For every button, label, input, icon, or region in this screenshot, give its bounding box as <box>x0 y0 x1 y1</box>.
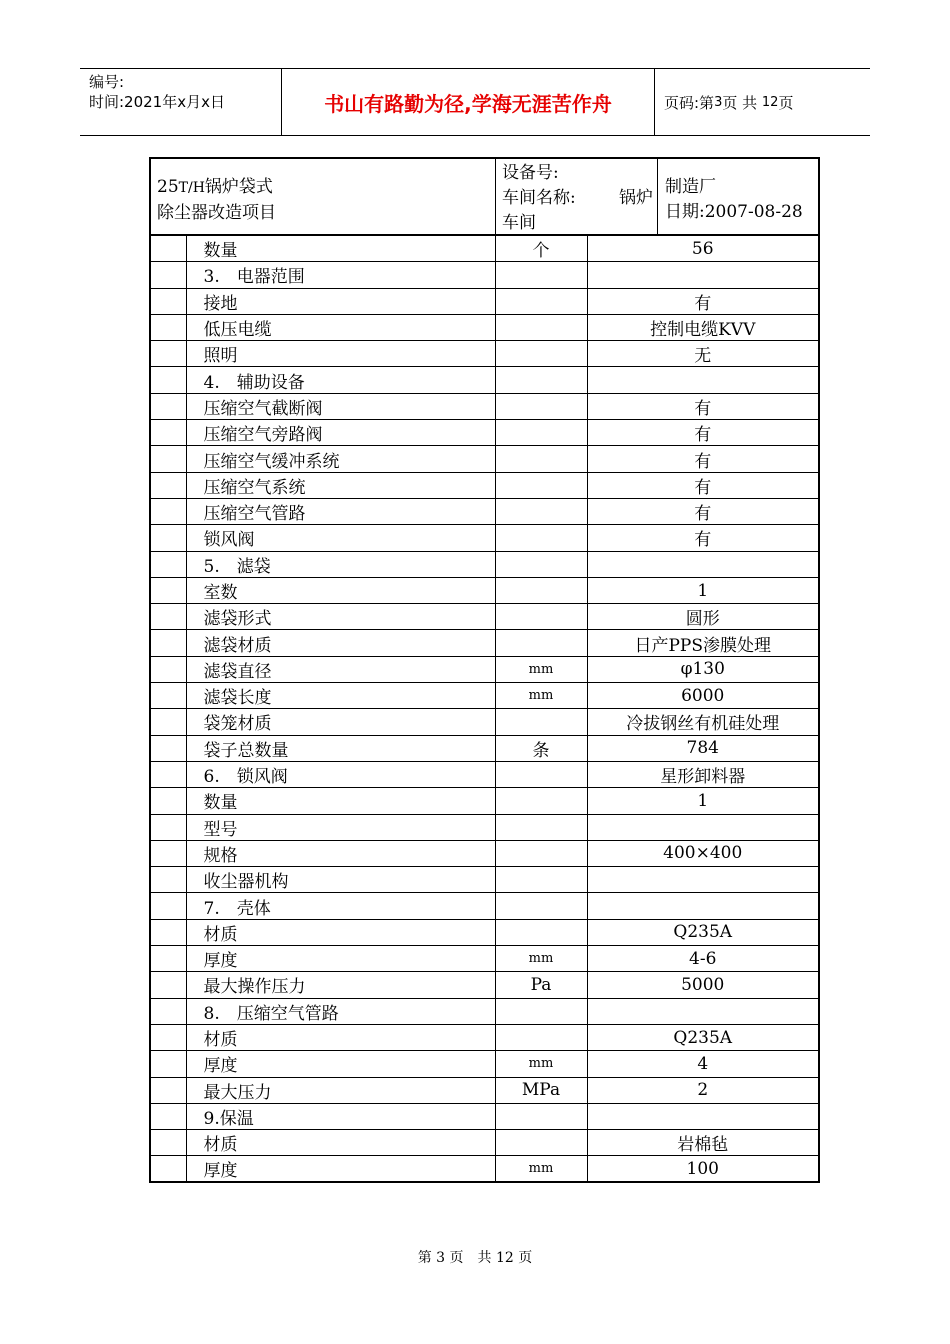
row-unit <box>495 1130 587 1156</box>
row-value <box>587 814 819 840</box>
row-unit <box>495 446 587 472</box>
row-value: 有 <box>587 393 819 419</box>
table-row <box>150 393 819 419</box>
row-item: 9.保温 <box>186 1103 495 1129</box>
table-row <box>150 1024 819 1050</box>
table-row <box>150 472 819 498</box>
row-indent-cell <box>150 472 186 498</box>
row-item: 收尘器机构 <box>186 867 495 893</box>
row-item: 材质 <box>186 1024 495 1050</box>
row-indent-cell <box>150 656 186 682</box>
page-suffix: 页 <box>778 93 794 112</box>
workshop-label: 车间名称: <box>502 188 576 208</box>
footer-suffix: 页 <box>518 1250 533 1266</box>
table-row <box>150 577 819 603</box>
row-unit: mm <box>495 946 587 972</box>
row-item: 低压电缆 <box>186 314 495 340</box>
row-unit <box>495 1024 587 1050</box>
row-value: 圆形 <box>587 604 819 630</box>
row-value: 有 <box>587 420 819 446</box>
table-row <box>150 604 819 630</box>
row-indent-cell <box>150 367 186 393</box>
row-value <box>587 998 819 1024</box>
header-meta <box>80 69 282 135</box>
table-row <box>150 446 819 472</box>
row-value: 有 <box>587 472 819 498</box>
page-total: 12 <box>761 94 779 110</box>
row-item: 照明 <box>186 341 495 367</box>
table-row <box>150 893 819 919</box>
row-unit <box>495 998 587 1024</box>
project-line-2: 除尘器改造项目 <box>157 203 276 223</box>
row-indent-cell <box>150 761 186 787</box>
header-page-info <box>655 69 870 135</box>
row-unit: mm <box>495 1051 587 1077</box>
manufacturer-label: 制造厂 <box>665 177 716 197</box>
row-indent-cell <box>150 262 186 288</box>
table-row <box>150 998 819 1024</box>
row-item: 材质 <box>186 1130 495 1156</box>
row-indent-cell <box>150 604 186 630</box>
project-unit: T/H <box>178 180 205 196</box>
project-name-cell <box>151 159 496 234</box>
date-label: 日期:2007-08-28 <box>665 202 803 222</box>
row-value: 2 <box>587 1077 819 1103</box>
row-unit <box>495 393 587 419</box>
page-number: 3 <box>714 94 723 110</box>
table-row <box>150 236 819 262</box>
row-value <box>587 262 819 288</box>
row-unit <box>495 420 587 446</box>
page-prefix: 页码:第 <box>664 93 715 112</box>
row-value <box>587 893 819 919</box>
table-row <box>150 288 819 314</box>
table-row <box>150 1130 819 1156</box>
table-row <box>150 498 819 524</box>
row-unit <box>495 288 587 314</box>
table-row <box>150 840 819 866</box>
row-indent-cell <box>150 840 186 866</box>
footer-prefix: 第 <box>417 1250 432 1266</box>
row-indent-cell <box>150 1103 186 1129</box>
spec-table-body <box>150 236 819 1183</box>
row-item: 厚度 <box>186 946 495 972</box>
row-indent-cell <box>150 1077 186 1103</box>
table-row <box>150 946 819 972</box>
row-unit <box>495 314 587 340</box>
row-value: 冷拔钢丝有机硅处理 <box>587 709 819 735</box>
row-unit: 条 <box>495 735 587 761</box>
row-item: 7. 壳体 <box>186 893 495 919</box>
row-value: 星形卸料器 <box>587 761 819 787</box>
workshop-value: 锅炉 <box>619 188 653 208</box>
row-value: Q235A <box>587 1024 819 1050</box>
row-item: 压缩空气系统 <box>186 472 495 498</box>
row-unit <box>495 919 587 945</box>
row-unit <box>495 604 587 630</box>
row-indent-cell <box>150 1130 186 1156</box>
page-mid: 页 共 <box>722 93 758 112</box>
row-indent-cell <box>150 341 186 367</box>
equipment-info-cell <box>496 159 658 234</box>
row-item: 压缩空气截断阀 <box>186 393 495 419</box>
row-indent-cell <box>150 498 186 524</box>
page-footer <box>0 1247 950 1267</box>
footer-mid: 页 共 <box>449 1250 492 1266</box>
row-item: 压缩空气管路 <box>186 498 495 524</box>
table-row <box>150 814 819 840</box>
table-row <box>150 314 819 340</box>
row-item: 最大压力 <box>186 1077 495 1103</box>
row-value: 有 <box>587 446 819 472</box>
table-row <box>150 656 819 682</box>
row-unit: Pa <box>495 972 587 998</box>
workshop-row <box>502 186 653 211</box>
row-item: 锁风阀 <box>186 525 495 551</box>
row-indent-cell <box>150 314 186 340</box>
table-row <box>150 919 819 945</box>
table-row <box>150 1103 819 1129</box>
row-value: 4-6 <box>587 946 819 972</box>
table-row <box>150 735 819 761</box>
footer-page-total: 12 <box>496 1250 514 1266</box>
table-row <box>150 709 819 735</box>
row-item: 滤袋形式 <box>186 604 495 630</box>
row-unit <box>495 867 587 893</box>
row-item: 最大操作压力 <box>186 972 495 998</box>
row-indent-cell <box>150 577 186 603</box>
row-unit <box>495 341 587 367</box>
row-value: 4 <box>587 1051 819 1077</box>
row-value: 有 <box>587 525 819 551</box>
project-capacity: 25 <box>157 177 179 197</box>
row-value: 无 <box>587 341 819 367</box>
row-unit <box>495 788 587 814</box>
table-row <box>150 341 819 367</box>
row-unit <box>495 814 587 840</box>
project-type: 锅炉袋式 <box>204 177 273 197</box>
row-item: 袋子总数量 <box>186 735 495 761</box>
table-row <box>150 972 819 998</box>
row-item: 数量 <box>186 788 495 814</box>
row-unit <box>495 367 587 393</box>
row-value: Q235A <box>587 919 819 945</box>
row-item: 3. 电器范围 <box>186 262 495 288</box>
row-item: 滤袋直径 <box>186 656 495 682</box>
row-item: 厚度 <box>186 1051 495 1077</box>
row-unit: mm <box>495 1156 587 1183</box>
row-unit <box>495 551 587 577</box>
row-indent-cell <box>150 709 186 735</box>
table-row <box>150 1051 819 1077</box>
row-indent-cell <box>150 1156 186 1183</box>
table-row <box>150 367 819 393</box>
table-row <box>150 761 819 787</box>
row-value <box>587 1103 819 1129</box>
row-indent-cell <box>150 788 186 814</box>
row-unit <box>495 1103 587 1129</box>
row-value: 784 <box>587 735 819 761</box>
row-value: 有 <box>587 288 819 314</box>
table-row <box>150 551 819 577</box>
row-unit: mm <box>495 656 587 682</box>
row-indent-cell <box>150 919 186 945</box>
row-unit: mm <box>495 683 587 709</box>
table-row <box>150 262 819 288</box>
row-item: 厚度 <box>186 1156 495 1183</box>
row-unit <box>495 525 587 551</box>
row-unit <box>495 630 587 656</box>
row-item: 滤袋长度 <box>186 683 495 709</box>
row-unit <box>495 709 587 735</box>
row-item: 6. 锁风阀 <box>186 761 495 787</box>
row-item: 压缩空气缓冲系统 <box>186 446 495 472</box>
row-item: 袋笼材质 <box>186 709 495 735</box>
page-header <box>80 68 870 136</box>
row-value: 1 <box>587 788 819 814</box>
row-value <box>587 867 819 893</box>
row-unit <box>495 893 587 919</box>
row-indent-cell <box>150 551 186 577</box>
workshop-value-cont: 车间 <box>502 213 536 233</box>
spec-table <box>149 235 820 1183</box>
row-indent-cell <box>150 630 186 656</box>
row-value: 日产PPS渗膜处理 <box>587 630 819 656</box>
row-value <box>587 551 819 577</box>
row-unit <box>495 761 587 787</box>
table-row <box>150 1077 819 1103</box>
header-motto: 书山有路勤为径,学海无涯苦作舟 <box>282 69 655 135</box>
table-row <box>150 420 819 446</box>
row-item: 4. 辅助设备 <box>186 367 495 393</box>
row-value: 100 <box>587 1156 819 1183</box>
row-indent-cell <box>150 683 186 709</box>
row-indent-cell <box>150 867 186 893</box>
equipment-no-label: 设备号: <box>502 163 559 183</box>
row-item: 材质 <box>186 919 495 945</box>
row-unit: MPa <box>495 1077 587 1103</box>
row-indent-cell <box>150 420 186 446</box>
row-indent-cell <box>150 946 186 972</box>
row-unit <box>495 577 587 603</box>
time-label: 时间:2021年x月x日 <box>89 93 225 111</box>
row-indent-cell <box>150 393 186 419</box>
manufacturer-cell <box>658 159 820 234</box>
row-unit: 个 <box>495 236 587 262</box>
table-row <box>150 630 819 656</box>
row-indent-cell <box>150 525 186 551</box>
row-value <box>587 367 819 393</box>
row-item: 规格 <box>186 840 495 866</box>
row-unit <box>495 262 587 288</box>
row-unit <box>495 472 587 498</box>
row-unit <box>495 498 587 524</box>
row-value: 56 <box>587 236 819 262</box>
row-value: 6000 <box>587 683 819 709</box>
row-indent-cell <box>150 1024 186 1050</box>
row-item: 5. 滤袋 <box>186 551 495 577</box>
row-indent-cell <box>150 446 186 472</box>
row-indent-cell <box>150 236 186 262</box>
row-value: 岩棉毡 <box>587 1130 819 1156</box>
row-item: 数量 <box>186 236 495 262</box>
table-row <box>150 867 819 893</box>
table-row <box>150 525 819 551</box>
row-value: 控制电缆KVV <box>587 314 819 340</box>
row-item: 滤袋材质 <box>186 630 495 656</box>
row-value: φ130 <box>587 656 819 682</box>
row-indent-cell <box>150 735 186 761</box>
table-row <box>150 683 819 709</box>
row-indent-cell <box>150 288 186 314</box>
row-indent-cell <box>150 893 186 919</box>
row-indent-cell <box>150 814 186 840</box>
row-item: 型号 <box>186 814 495 840</box>
row-value: 有 <box>587 498 819 524</box>
row-value: 400×400 <box>587 840 819 866</box>
title-block <box>149 157 820 235</box>
row-item: 室数 <box>186 577 495 603</box>
footer-page-number: 3 <box>436 1250 446 1266</box>
row-unit <box>495 840 587 866</box>
row-item: 8. 压缩空气管路 <box>186 998 495 1024</box>
table-row <box>150 788 819 814</box>
row-indent-cell <box>150 1051 186 1077</box>
row-indent-cell <box>150 972 186 998</box>
row-indent-cell <box>150 998 186 1024</box>
table-row <box>150 1156 819 1183</box>
row-value: 1 <box>587 577 819 603</box>
project-line-1 <box>157 175 495 201</box>
row-item: 接地 <box>186 288 495 314</box>
row-item: 压缩空气旁路阀 <box>186 420 495 446</box>
number-label: 编号: <box>89 73 125 91</box>
row-value: 5000 <box>587 972 819 998</box>
